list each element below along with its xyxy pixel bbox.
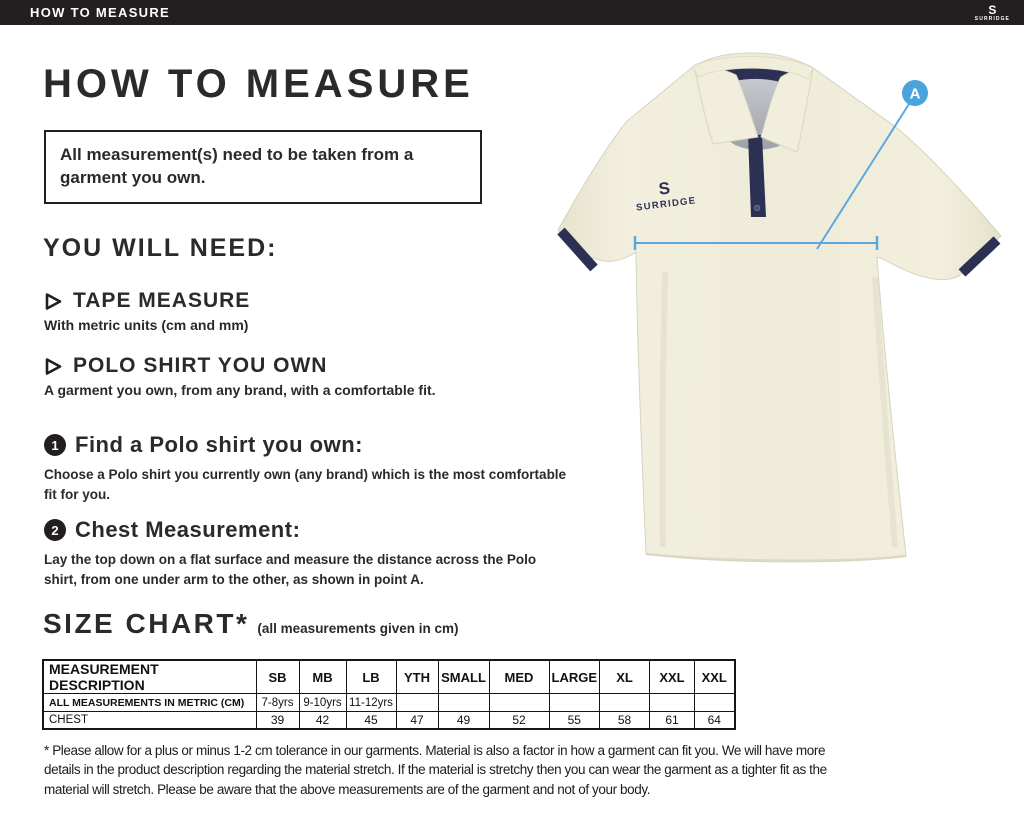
column-header: LARGE	[549, 660, 600, 694]
column-header: MEASUREMENT DESCRIPTION	[43, 660, 256, 694]
table-cell: 45	[346, 712, 396, 729]
table-cell	[489, 694, 549, 712]
table-cell: 64	[695, 712, 735, 729]
table-cell: 52	[489, 712, 549, 729]
step-number-badge: 1	[44, 434, 66, 456]
size-chart-subtitle: (all measurements given in cm)	[257, 621, 459, 636]
step-title: Chest Measurement:	[75, 517, 301, 542]
column-header: SMALL	[438, 660, 489, 694]
point-a-label: A	[909, 85, 921, 103]
size-chart-title: SIZE CHART*	[43, 608, 250, 639]
column-header: LB	[346, 660, 396, 694]
step-find-polo-shirt	[44, 432, 572, 504]
column-header: XXL	[650, 660, 695, 694]
table-cell	[438, 694, 489, 712]
step-number-badge: 2	[44, 519, 66, 541]
surridge-s-icon: S	[988, 2, 997, 17]
column-header: XL	[600, 660, 650, 694]
table-cell	[396, 694, 438, 712]
button	[754, 205, 760, 211]
need-item-subtitle: With metric units (cm and mm)	[44, 317, 249, 333]
need-item-tape-measure	[44, 289, 250, 333]
surridge-wordmark: SURRIDGE	[974, 15, 1010, 22]
step-description: Choose a Polo shirt you currently own (any brand) which is the most comfortable fit for you.	[44, 467, 567, 502]
size-chart-heading	[43, 608, 458, 640]
row-label: ALL MEASUREMENTS IN METRIC (CM)	[43, 694, 256, 712]
step-description: Lay the top down on a flat surface and measure the distance across the Polo shirt, from one under arm to the other, as shown in point A.	[44, 552, 537, 587]
table-cell: 58	[600, 712, 650, 729]
svg-text:SURRIDGE: SURRIDGE	[635, 195, 697, 214]
need-item-title: POLO SHIRT YOU OWN	[73, 354, 328, 377]
triangle-bullet-icon	[44, 292, 63, 311]
table-row	[43, 694, 735, 712]
top-bar	[0, 0, 1024, 25]
polo-shirt-graphic	[545, 42, 1015, 572]
column-header: SB	[256, 660, 299, 694]
table-cell	[600, 694, 650, 712]
size-chart-footnote: * Please allow for a plus or minus 1-2 cm tolerance in our garments. Material is also a factor in how a garment can fit you. We will have more details in the product description regarding the material stretch. If the material is stretchy then you can wear the garment as a tighter fit as the material will stretch. Please be aware that the above measurements are of the garment and not of your body.	[44, 743, 827, 797]
column-header: MED	[489, 660, 549, 694]
table-cell	[695, 694, 735, 712]
table-cell	[650, 694, 695, 712]
column-header: XXL	[695, 660, 735, 694]
step-title: Find a Polo shirt you own:	[75, 432, 363, 457]
need-item-polo-shirt	[44, 354, 436, 398]
table-cell: 61	[650, 712, 695, 729]
column-header: MB	[299, 660, 346, 694]
table-cell: 47	[396, 712, 438, 729]
step-chest-measurement	[44, 517, 572, 589]
table-row	[43, 712, 735, 729]
table-cell: 11-12yrs	[346, 694, 396, 712]
surridge-logo	[975, 4, 1016, 22]
table-cell: 49	[438, 712, 489, 729]
row-label: CHEST	[43, 712, 256, 729]
table-cell: 55	[549, 712, 600, 729]
need-item-subtitle: A garment you own, from any brand, with a comfortable fit.	[44, 382, 436, 398]
table-cell: 9-10yrs	[299, 694, 346, 712]
table-cell: 42	[299, 712, 346, 729]
size-chart-table	[42, 659, 736, 730]
page-title: HOW TO MEASURE	[43, 62, 474, 106]
svg-text:S: S	[657, 178, 672, 199]
triangle-bullet-icon	[44, 357, 63, 376]
polo-shirt-illustration	[545, 42, 1015, 572]
table-cell: 39	[256, 712, 299, 729]
top-bar-title: HOW TO MEASURE	[30, 5, 171, 20]
column-header: YTH	[396, 660, 438, 694]
table-cell: 7-8yrs	[256, 694, 299, 712]
table-cell	[549, 694, 600, 712]
need-item-title: TAPE MEASURE	[73, 289, 251, 312]
table-header-row	[43, 660, 735, 694]
you-will-need-heading: YOU WILL NEED:	[43, 234, 278, 262]
measurement-notice-box: All measurement(s) need to be taken from a garment you own.	[44, 130, 482, 204]
